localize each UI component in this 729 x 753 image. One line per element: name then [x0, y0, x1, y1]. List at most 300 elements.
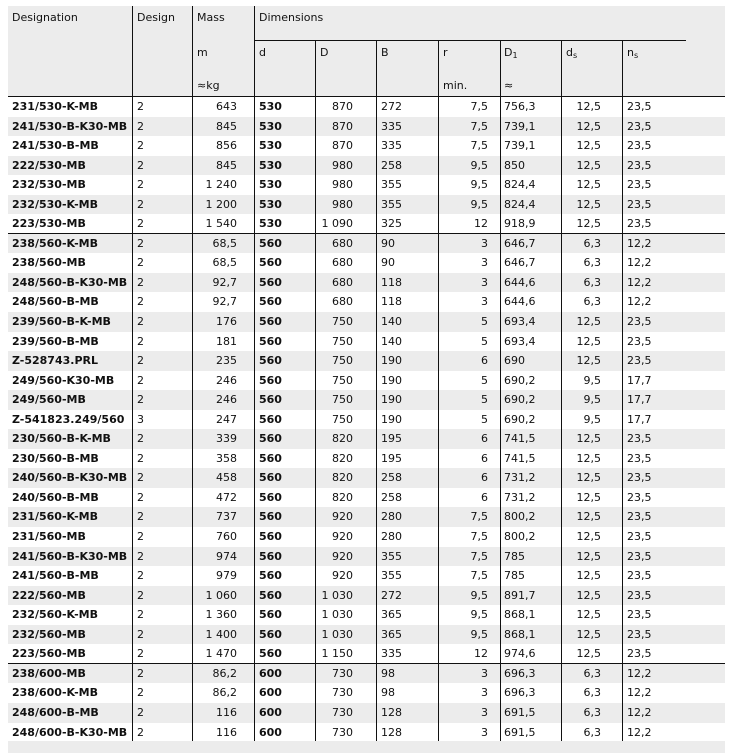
cell-d1: 646,7 [504, 256, 536, 270]
cell-d: 870 [332, 139, 353, 153]
cell-b: 325 [381, 217, 402, 231]
table-row [8, 253, 725, 273]
table-row [8, 507, 725, 527]
cell-b: 190 [381, 412, 402, 426]
cell-d: 560 [259, 471, 282, 485]
cell-ns: 12,2 [627, 256, 652, 270]
header-ns [627, 46, 638, 59]
cell-design: 2 [137, 295, 144, 309]
cell-r: 3 [481, 686, 488, 700]
cell-b: 365 [381, 608, 402, 622]
cell-design: 2 [137, 530, 144, 544]
cell-d: 560 [259, 373, 282, 387]
table-row [8, 390, 725, 410]
cell-r: 6 [481, 354, 488, 368]
cell-r: 3 [481, 705, 488, 719]
cell-design: 2 [137, 549, 144, 563]
cell-d: 920 [332, 569, 353, 583]
cell-design: 2 [137, 236, 144, 250]
cell-d1: 850 [504, 158, 525, 172]
cell-d: 680 [332, 275, 353, 289]
cell-ns: 23,5 [627, 197, 652, 211]
cell-d1: 691,5 [504, 725, 536, 739]
cell-r: 6 [481, 490, 488, 504]
cell-design: 2 [137, 178, 144, 192]
cell-designation: 232/560-K-MB [12, 608, 98, 622]
cell-r: 7,5 [470, 510, 488, 524]
cell-ds: 6,3 [583, 725, 601, 739]
cell-r: 7,5 [470, 549, 488, 563]
cell-ds: 12,5 [576, 119, 601, 133]
cell-d: 560 [259, 432, 282, 446]
cell-d: 560 [259, 236, 282, 250]
header-designation: Designation [12, 11, 78, 24]
cell-mass: 1 200 [205, 197, 237, 211]
cell-ds: 12,5 [576, 158, 601, 172]
column-divider [254, 6, 255, 741]
table-footer-band [8, 741, 725, 753]
cell-ds: 6,3 [583, 666, 601, 680]
cell-ns: 17,7 [627, 373, 652, 387]
header-ns-sub: s [633, 51, 639, 60]
header-r-note: min. [443, 79, 468, 92]
cell-ns: 12,2 [627, 725, 652, 739]
cell-mass: 116 [216, 725, 237, 739]
cell-design: 2 [137, 608, 144, 622]
table-row [8, 644, 725, 664]
cell-d1: 800,2 [504, 510, 536, 524]
cell-r: 9,5 [470, 197, 488, 211]
cell-r: 7,5 [470, 569, 488, 583]
cell-ds: 12,5 [576, 627, 601, 641]
column-divider [192, 6, 193, 741]
cell-b: 335 [381, 647, 402, 661]
cell-mass: 643 [216, 100, 237, 113]
cell-ns: 23,5 [627, 139, 652, 153]
cell-b: 365 [381, 627, 402, 641]
cell-d: 560 [259, 451, 282, 465]
cell-d1: 739,1 [504, 119, 536, 133]
cell-d: 820 [332, 451, 353, 465]
cell-designation: 240/560-B-K30-MB [12, 471, 128, 485]
cell-ns: 23,5 [627, 315, 652, 329]
cell-d: 730 [332, 686, 353, 700]
cell-b: 280 [381, 510, 402, 524]
cell-ds: 6,3 [583, 295, 601, 309]
cell-ds: 12,5 [576, 100, 601, 113]
cell-designation: 238/600-K-MB [12, 686, 98, 700]
cell-d: 750 [332, 373, 353, 387]
cell-r: 3 [481, 275, 488, 289]
table-row [8, 605, 725, 625]
header-B: B [381, 46, 389, 59]
cell-d1: 785 [504, 549, 525, 563]
cell-d: 750 [332, 354, 353, 368]
cell-b: 118 [381, 275, 402, 289]
cell-r: 7,5 [470, 530, 488, 544]
cell-ds: 12,5 [576, 608, 601, 622]
cell-b: 98 [381, 686, 395, 700]
table-row [8, 488, 725, 508]
cell-designation: 248/600-B-MB [12, 705, 99, 719]
cell-ns: 23,5 [627, 354, 652, 368]
cell-ns: 23,5 [627, 334, 652, 348]
cell-design: 2 [137, 373, 144, 387]
cell-d1: 696,3 [504, 666, 536, 680]
cell-mass: 458 [216, 471, 237, 485]
cell-d1: 741,5 [504, 451, 536, 465]
cell-mass: 979 [216, 569, 237, 583]
cell-designation: 223/530-MB [12, 217, 86, 231]
cell-r: 12 [474, 217, 488, 231]
cell-b: 128 [381, 725, 402, 739]
table-row [8, 723, 725, 743]
cell-r: 5 [481, 315, 488, 329]
cell-ns: 23,5 [627, 217, 652, 231]
cell-d1: 693,4 [504, 315, 536, 329]
cell-ds: 12,5 [576, 471, 601, 485]
cell-designation: 239/560-B-MB [12, 334, 99, 348]
cell-b: 90 [381, 236, 395, 250]
cell-d1: 868,1 [504, 627, 536, 641]
cell-ns: 23,5 [627, 100, 652, 113]
cell-d: 560 [259, 647, 282, 661]
cell-d: 750 [332, 315, 353, 329]
cell-d: 560 [259, 549, 282, 563]
cell-ds: 12,5 [576, 647, 601, 661]
table-row [8, 468, 725, 488]
cell-design: 3 [137, 412, 144, 426]
cell-d1: 824,4 [504, 197, 536, 211]
cell-ds: 9,5 [583, 393, 601, 407]
cell-ds: 12,5 [576, 354, 601, 368]
cell-b: 272 [381, 588, 402, 602]
cell-designation: 249/560-K30-MB [12, 373, 115, 387]
cell-ds: 9,5 [583, 373, 601, 387]
cell-d: 820 [332, 490, 353, 504]
cell-ds: 6,3 [583, 705, 601, 719]
cell-d: 750 [332, 412, 353, 426]
cell-designation: 241/560-B-MB [12, 569, 99, 583]
cell-design: 2 [137, 647, 144, 661]
cell-d: 530 [259, 100, 282, 113]
cell-d: 530 [259, 217, 282, 231]
cell-design: 2 [137, 119, 144, 133]
cell-r: 7,5 [470, 100, 488, 113]
cell-d1: 800,2 [504, 530, 536, 544]
header-mass-symbol: m [197, 46, 208, 59]
cell-d: 920 [332, 530, 353, 544]
cell-d: 1 030 [321, 588, 353, 602]
cell-designation: 230/560-B-K-MB [12, 432, 111, 446]
table-row [8, 683, 725, 703]
cell-design: 2 [137, 627, 144, 641]
cell-ds: 12,5 [576, 510, 601, 524]
cell-mass: 1 240 [205, 178, 237, 192]
cell-d: 560 [259, 627, 282, 641]
cell-d: 600 [259, 686, 282, 700]
cell-d1: 693,4 [504, 334, 536, 348]
column-divider [622, 40, 623, 741]
cell-d1: 891,7 [504, 588, 536, 602]
cell-b: 98 [381, 666, 395, 680]
cell-mass: 86,2 [212, 666, 237, 680]
cell-d1: 868,1 [504, 608, 536, 622]
column-divider [315, 40, 316, 741]
table-row [8, 351, 725, 371]
column-divider [376, 40, 377, 741]
cell-mass: 760 [216, 530, 237, 544]
cell-designation: 238/560-MB [12, 256, 86, 270]
header-r: r [443, 46, 448, 59]
cell-d: 600 [259, 725, 282, 739]
table-row [8, 527, 725, 547]
cell-design: 2 [137, 393, 144, 407]
header-ds [566, 46, 577, 59]
cell-design: 2 [137, 334, 144, 348]
cell-ns: 12,2 [627, 705, 652, 719]
cell-ns: 23,5 [627, 510, 652, 524]
cell-ns: 12,2 [627, 666, 652, 680]
cell-d: 730 [332, 705, 353, 719]
cell-b: 195 [381, 451, 402, 465]
header-ds-sub: s [572, 51, 578, 60]
table-row [8, 195, 725, 215]
cell-d: 560 [259, 588, 282, 602]
cell-ds: 6,3 [583, 686, 601, 700]
cell-d: 820 [332, 432, 353, 446]
cell-d: 560 [259, 354, 282, 368]
cell-ns: 23,5 [627, 608, 652, 622]
cell-d: 560 [259, 275, 282, 289]
cell-design: 2 [137, 686, 144, 700]
cell-ds: 12,5 [576, 334, 601, 348]
cell-d1: 739,1 [504, 139, 536, 153]
header-d: d [259, 46, 266, 59]
cell-designation: 230/560-B-MB [12, 451, 99, 465]
cell-r: 7,5 [470, 139, 488, 153]
cell-r: 5 [481, 373, 488, 387]
cell-designation: 231/560-MB [12, 530, 86, 544]
cell-ns: 23,5 [627, 490, 652, 504]
column-divider [561, 40, 562, 741]
cell-design: 2 [137, 100, 144, 113]
cell-ds: 12,5 [576, 197, 601, 211]
cell-mass: 181 [216, 334, 237, 348]
cell-d: 980 [332, 178, 353, 192]
cell-d: 1 090 [321, 217, 353, 231]
cell-d: 530 [259, 158, 282, 172]
cell-b: 140 [381, 315, 402, 329]
cell-r: 9,5 [470, 608, 488, 622]
table-header-background [8, 6, 725, 96]
cell-ds: 12,5 [576, 530, 601, 544]
cell-mass: 92,7 [212, 295, 237, 309]
cell-design: 2 [137, 275, 144, 289]
cell-design: 2 [137, 315, 144, 329]
cell-designation: 248/560-B-K30-MB [12, 275, 128, 289]
cell-d: 530 [259, 119, 282, 133]
cell-ds: 9,5 [583, 412, 601, 426]
cell-design: 2 [137, 490, 144, 504]
cell-d1: 644,6 [504, 295, 536, 309]
cell-d: 820 [332, 471, 353, 485]
cell-mass: 247 [216, 412, 237, 426]
cell-b: 128 [381, 705, 402, 719]
cell-r: 5 [481, 334, 488, 348]
cell-d: 530 [259, 197, 282, 211]
cell-mass: 68,5 [212, 236, 237, 250]
cell-r: 5 [481, 393, 488, 407]
cell-design: 2 [137, 588, 144, 602]
table-row [8, 703, 725, 723]
cell-designation: 239/560-B-K-MB [12, 315, 111, 329]
cell-design: 2 [137, 217, 144, 231]
cell-r: 12 [474, 647, 488, 661]
cell-b: 195 [381, 432, 402, 446]
header-D1-note: ≈ [504, 79, 514, 92]
table-row [8, 156, 725, 176]
cell-b: 90 [381, 256, 395, 270]
cell-ns: 17,7 [627, 412, 652, 426]
header-bottom-rule [8, 96, 725, 97]
cell-designation: 241/530-B-MB [12, 139, 99, 153]
cell-ns: 23,5 [627, 588, 652, 602]
cell-design: 2 [137, 139, 144, 153]
cell-b: 190 [381, 393, 402, 407]
cell-d: 730 [332, 725, 353, 739]
cell-b: 335 [381, 119, 402, 133]
cell-d1: 731,2 [504, 490, 536, 504]
cell-mass: 856 [216, 139, 237, 153]
cell-d: 530 [259, 178, 282, 192]
cell-ns: 23,5 [627, 647, 652, 661]
table-row [8, 233, 725, 254]
cell-ds: 6,3 [583, 236, 601, 250]
cell-design: 2 [137, 705, 144, 719]
cell-d: 560 [259, 295, 282, 309]
table-body [8, 97, 725, 742]
cell-r: 7,5 [470, 119, 488, 133]
cell-r: 3 [481, 295, 488, 309]
cell-mass: 845 [216, 119, 237, 133]
cell-d1: 646,7 [504, 236, 536, 250]
header-D1 [504, 46, 518, 59]
cell-mass: 235 [216, 354, 237, 368]
table-row [8, 117, 725, 137]
cell-b: 280 [381, 530, 402, 544]
cell-designation: 223/560-MB [12, 647, 86, 661]
cell-designation: Z-528743.PRL [12, 354, 98, 368]
cell-mass: 246 [216, 373, 237, 387]
cell-ns: 23,5 [627, 158, 652, 172]
header-D: D [320, 46, 329, 59]
cell-d: 980 [332, 197, 353, 211]
cell-mass: 176 [216, 315, 237, 329]
cell-d1: 731,2 [504, 471, 536, 485]
cell-d: 1 030 [321, 608, 353, 622]
header-ns-main: n [627, 46, 634, 59]
header-D1-main: D [504, 46, 513, 59]
cell-ns: 23,5 [627, 471, 652, 485]
cell-b: 118 [381, 295, 402, 309]
cell-designation: 222/560-MB [12, 588, 86, 602]
table-row [8, 371, 725, 391]
cell-ds: 6,3 [583, 256, 601, 270]
table-row [8, 449, 725, 469]
cell-ds: 12,5 [576, 588, 601, 602]
cell-d: 920 [332, 510, 353, 524]
cell-b: 140 [381, 334, 402, 348]
cell-d1: 690,2 [504, 412, 536, 426]
table-row [8, 547, 725, 567]
cell-d: 560 [259, 256, 282, 270]
table-row [8, 625, 725, 645]
cell-design: 2 [137, 451, 144, 465]
cell-d1: 696,3 [504, 686, 536, 700]
cell-mass: 1 470 [205, 647, 237, 661]
cell-d: 560 [259, 510, 282, 524]
cell-mass: 1 540 [205, 217, 237, 231]
table-row [8, 292, 725, 312]
cell-designation: 248/600-B-K30-MB [12, 725, 128, 739]
cell-d: 560 [259, 315, 282, 329]
cell-mass: 68,5 [212, 256, 237, 270]
cell-ns: 12,2 [627, 236, 652, 250]
cell-designation: 248/560-B-MB [12, 295, 99, 309]
cell-mass: 737 [216, 510, 237, 524]
cell-designation: 232/530-K-MB [12, 197, 98, 211]
cell-mass: 472 [216, 490, 237, 504]
cell-d: 870 [332, 119, 353, 133]
cell-ds: 12,5 [576, 139, 601, 153]
cell-design: 2 [137, 158, 144, 172]
cell-mass: 1 360 [205, 608, 237, 622]
cell-ns: 12,2 [627, 275, 652, 289]
table-row [8, 214, 725, 234]
cell-d: 870 [332, 100, 353, 113]
cell-d: 560 [259, 608, 282, 622]
cell-designation: 232/530-MB [12, 178, 86, 192]
cell-design: 2 [137, 354, 144, 368]
cell-design: 2 [137, 569, 144, 583]
cell-designation: 238/600-MB [12, 666, 86, 680]
cell-d1: 690,2 [504, 393, 536, 407]
cell-b: 355 [381, 549, 402, 563]
cell-designation: 238/560-K-MB [12, 236, 98, 250]
table-row [8, 429, 725, 449]
cell-b: 258 [381, 158, 402, 172]
table-row [8, 332, 725, 352]
column-divider [132, 6, 133, 741]
header-mass-unit: ≈kg [197, 79, 220, 92]
cell-mass: 339 [216, 432, 237, 446]
cell-d1: 690,2 [504, 373, 536, 387]
cell-mass: 1 060 [205, 588, 237, 602]
cell-d: 750 [332, 334, 353, 348]
header-dimensions: Dimensions [259, 11, 324, 24]
cell-design: 2 [137, 197, 144, 211]
cell-ds: 6,3 [583, 275, 601, 289]
cell-mass: 974 [216, 549, 237, 563]
cell-d1: 824,4 [504, 178, 536, 192]
cell-d: 560 [259, 530, 282, 544]
cell-d1: 756,3 [504, 100, 536, 113]
cell-d: 600 [259, 666, 282, 680]
header-D1-sub: 1 [512, 51, 518, 60]
cell-d: 750 [332, 393, 353, 407]
cell-d1: 644,6 [504, 275, 536, 289]
